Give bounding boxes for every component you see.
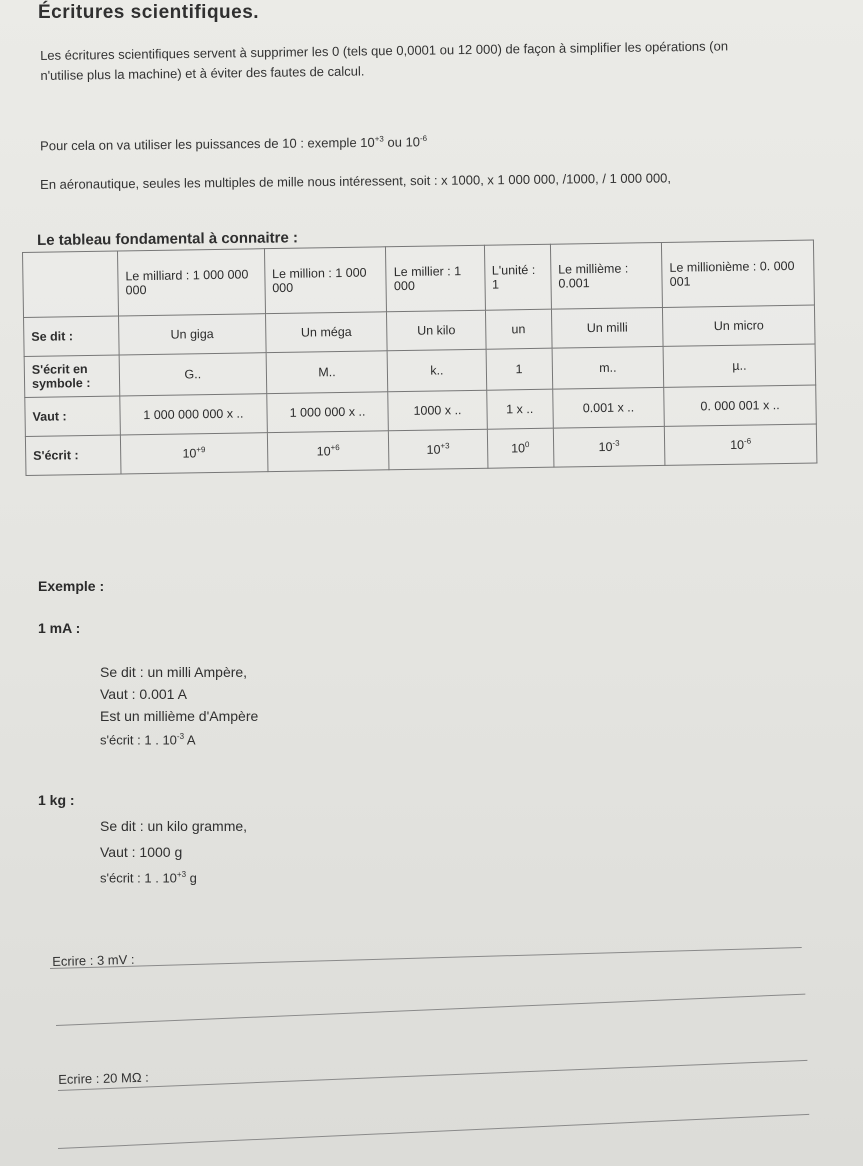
table-cell xyxy=(389,429,488,470)
table-cell: 1 000 000 000 x .. xyxy=(120,394,267,435)
answer-line xyxy=(58,1114,809,1149)
examples-title: Exemple : xyxy=(38,578,105,594)
answer-line xyxy=(56,994,805,1026)
column-header: Le millionième : 0. 000 001 xyxy=(662,240,815,307)
example-1-power-post: A xyxy=(184,732,196,748)
example-1-line-1: Se dit : un milli Ampère, xyxy=(100,664,248,680)
example-1-line-4 xyxy=(100,732,196,747)
answer-line xyxy=(58,1060,807,1091)
table-cell: 1 000 000 x .. xyxy=(266,392,388,433)
power-exponent: +3 xyxy=(440,441,450,451)
table-cell: 1 x .. xyxy=(486,389,553,429)
table-cell: un xyxy=(485,309,552,349)
example-1-power-pre: s'écrit : 1 . 10 xyxy=(100,732,177,748)
table-cell: G.. xyxy=(119,353,266,396)
row-label: Se dit : xyxy=(24,316,120,356)
table-cell: 1000 x .. xyxy=(388,390,487,431)
table-cell: Un giga xyxy=(119,314,266,355)
example-1-line-2: Vaut : 0.001 A xyxy=(100,686,187,702)
example-2-line-1: Se dit : un kilo gramme, xyxy=(100,818,248,834)
power-exponent: 0 xyxy=(524,440,530,450)
power-base: 10 xyxy=(730,438,745,453)
table-cell: Un milli xyxy=(551,307,663,348)
intro-paragraph-1: Les écritures scientifiques servent à supprimer les 0 (tels que 0,0001 ou 12 000) de façon à simplifier les opérations (on n'utilise plus la machine) et à éviter des fautes de calcul. xyxy=(40,38,729,83)
example-2-label: 1 kg : xyxy=(38,792,75,808)
power-base: 10 xyxy=(426,443,441,458)
table-cell: m.. xyxy=(552,346,664,389)
column-header: Le millième : 0.001 xyxy=(550,242,662,309)
page-title: Écritures scientifiques. xyxy=(38,2,260,23)
row-label: S'écrit en symbole : xyxy=(24,355,120,397)
column-header: L'unité : 1 xyxy=(484,244,551,310)
example-2-power-post: g xyxy=(186,870,197,886)
table-cell xyxy=(120,433,267,474)
intro-p2-exp2: -6 xyxy=(419,133,428,144)
power-exponent: +9 xyxy=(196,445,206,455)
table-cell xyxy=(487,428,554,468)
row-label: Vaut : xyxy=(25,396,121,436)
table-cell: µ.. xyxy=(663,344,815,387)
table-corner-cell xyxy=(23,251,119,317)
example-2-line-4 xyxy=(100,870,197,885)
table-title: Le tableau fondamental à connaitre : xyxy=(37,229,299,249)
exercise-2-prompt: Ecrire : 20 MΩ : xyxy=(58,1069,150,1087)
intro-paragraph-3: En aéronautique, seules les multiples de mille nous intéressent, soit : x 1000, x 1 000 000, /1000, / 1 000 000, xyxy=(40,170,672,192)
intro-p2-text: Pour cela on va utiliser les puissances de 10 : exemple 10 xyxy=(40,134,375,154)
row-label: S'écrit : xyxy=(25,435,121,475)
table-cell: Un micro xyxy=(663,305,815,346)
intro-p2-mid: ou 10 xyxy=(383,134,421,150)
table-cell xyxy=(664,424,816,465)
table-header-row xyxy=(23,240,815,317)
intro-p2-exp1: +3 xyxy=(374,134,384,144)
intro-paragraph-2 xyxy=(40,126,740,157)
table-cell: Un méga xyxy=(265,312,387,353)
exercise-1-prompt: Ecrire : 3 mV : xyxy=(52,951,135,969)
table-cell xyxy=(553,426,665,467)
example-2-power-exp: +3 xyxy=(176,870,187,879)
power-base: 10 xyxy=(182,446,197,462)
table-cell: M.. xyxy=(266,351,388,394)
power-exponent: -6 xyxy=(743,436,752,447)
example-2-power-pre: s'écrit : 1 . 10 xyxy=(100,870,177,886)
prefix-table xyxy=(22,240,817,476)
example-1-power-exp: -3 xyxy=(176,732,185,741)
table-cell xyxy=(267,431,389,472)
column-header: Le milliard : 1 000 000 000 xyxy=(117,249,265,316)
example-1-label: 1 mA : xyxy=(38,620,81,636)
power-exponent: +6 xyxy=(330,443,340,453)
power-base: 10 xyxy=(598,440,613,455)
table-cell: Un kilo xyxy=(387,310,486,351)
column-header: Le millier : 1 000 xyxy=(386,245,485,312)
table-cell: 0.001 x .. xyxy=(553,387,665,428)
power-exponent: -3 xyxy=(612,439,620,449)
table-cell: k.. xyxy=(387,349,486,392)
answer-line xyxy=(50,947,802,969)
power-base: 10 xyxy=(316,444,331,459)
table-cell: 1 xyxy=(486,348,553,390)
example-2-line-2: Vaut : 1000 g xyxy=(100,844,183,860)
column-header: Le million : 1 000 000 xyxy=(264,247,387,314)
table-cell: 0. 000 001 x .. xyxy=(664,385,816,426)
example-1-line-3: Est un millième d'Ampère xyxy=(100,708,259,724)
power-base: 10 xyxy=(511,441,526,456)
